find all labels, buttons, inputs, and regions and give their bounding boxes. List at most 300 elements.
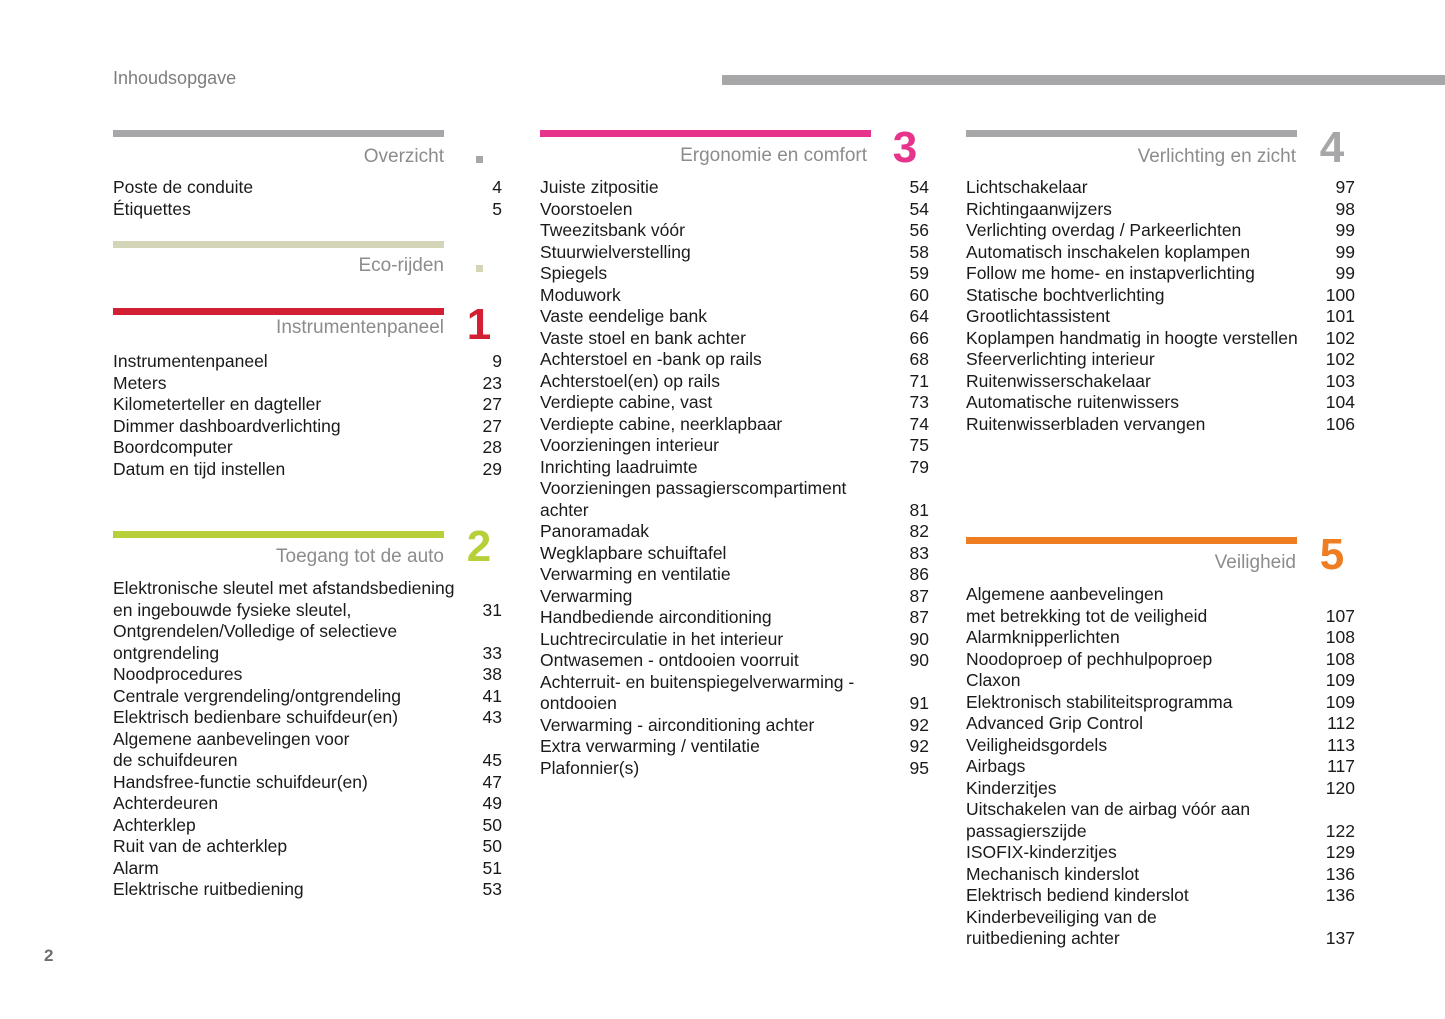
toc-entry[interactable]	[540, 650, 929, 672]
toc-entry-label	[540, 349, 929, 371]
toc-entry-label-line: Poste de conduite	[113, 177, 254, 197]
toc-entry[interactable]	[113, 707, 502, 729]
toc-entry[interactable]	[540, 629, 929, 651]
toc-entry-label-line: Automatisch inschakelen koplampen	[966, 241, 1251, 262]
toc-entry[interactable]	[540, 457, 929, 479]
toc-entry[interactable]	[540, 263, 929, 285]
toc-entry[interactable]	[540, 199, 929, 221]
toc-entry-label	[540, 435, 929, 457]
toc-entry-label	[540, 306, 929, 328]
toc-entry-label-line: Achterstoel(en) op rails	[540, 370, 720, 391]
toc-entry-label-line: Verwarming en ventilatie	[540, 564, 731, 584]
toc-entry-label-line: ISOFIX-kinderzitjes	[966, 842, 1117, 862]
toc-entry[interactable]	[966, 177, 1355, 199]
toc-entry-label	[113, 351, 502, 373]
toc-entry-page: 104	[1325, 392, 1355, 412]
toc-entry-page: 75	[909, 435, 929, 455]
toc-entry-label-line: Inrichting laadruimte	[540, 456, 698, 477]
toc-entry-page: 50	[482, 836, 502, 856]
toc-entry-label-line: Alarmknipperlichten	[966, 627, 1120, 647]
toc-entry-label	[540, 478, 929, 521]
toc-entry-label	[540, 285, 929, 307]
toc-entry-label	[540, 607, 929, 629]
toc-entry-label-line: Grootlichtassistent	[966, 306, 1110, 326]
toc-entry-page: 49	[482, 793, 502, 813]
toc-entry-page: 29	[482, 458, 502, 479]
toc-entry-label	[966, 864, 1355, 886]
toc-entry-label-line: Verdiepte cabine, neerklapbaar	[540, 413, 783, 434]
toc-entry-page: 4	[492, 177, 502, 197]
toc-entry-page: 108	[1325, 627, 1355, 647]
toc-entry[interactable]	[966, 799, 1355, 842]
toc-entry-label-line: Stuurwielverstelling	[540, 241, 691, 262]
toc-entry-label	[540, 736, 929, 758]
toc-entry[interactable]	[540, 220, 929, 242]
toc-entry-page: 86	[909, 564, 929, 584]
toc-entry-label-line: Algemene aanbevelingen	[966, 584, 1164, 604]
toc-entry-label	[113, 459, 502, 481]
toc-entry-label-line: Luchtrecirculatie in het interieur	[540, 628, 784, 649]
toc-entry-page: 137	[1325, 928, 1355, 948]
toc-entry-label	[966, 799, 1355, 842]
toc-entry-label-line: met betrekking tot de veiligheid	[966, 605, 1208, 626]
toc-entry-label-line: Veiligheidsgordels	[966, 734, 1108, 755]
toc-entry-label	[540, 371, 929, 393]
toc-entry-label	[540, 521, 929, 543]
toc-entry[interactable]	[966, 414, 1355, 436]
eco-bar	[113, 241, 444, 248]
toc-entry[interactable]	[966, 885, 1355, 907]
toc-entry-page: 101	[1325, 306, 1355, 326]
toc-entry[interactable]	[540, 306, 929, 328]
toc-entry-label	[113, 686, 502, 708]
toc-entry-label	[540, 220, 929, 242]
toc-entry[interactable]	[966, 649, 1355, 671]
toc-entry-label	[113, 815, 502, 837]
section-1-list	[113, 351, 502, 480]
toc-entry-label	[966, 349, 1355, 371]
toc-entry-label	[966, 328, 1355, 350]
toc-entry-label-line: passagierszijde	[966, 820, 1087, 841]
toc-entry-label	[966, 414, 1355, 436]
toc-entry-label-line: Verwarming	[540, 585, 633, 606]
toc-entry[interactable]	[966, 220, 1355, 242]
toc-entry-page: 95	[909, 757, 929, 778]
toc-entry-page: 60	[909, 284, 929, 305]
toc-entry-label	[966, 885, 1355, 907]
toc-entry[interactable]	[540, 414, 929, 436]
toc-entry-page: 50	[482, 814, 502, 835]
overzicht-title: Overzicht	[363, 146, 444, 167]
section-4-list	[966, 177, 1355, 435]
toc-entry[interactable]	[966, 328, 1355, 350]
toc-entry-label-line: Meters	[113, 372, 167, 393]
toc-entry[interactable]	[540, 736, 929, 758]
toc-entry-label-line: Ontwasemen - ontdooien voorruit	[540, 650, 799, 670]
toc-entry[interactable]	[540, 328, 929, 350]
toc-entry-label-line: Algemene aanbevelingen voor	[113, 728, 350, 749]
toc-entry-page: 136	[1325, 885, 1355, 905]
toc-entry-label-line: Instrumentenpaneel	[113, 351, 268, 371]
toc-entry[interactable]	[113, 394, 502, 416]
section-4-number: 4	[1319, 123, 1345, 172]
toc-entry[interactable]	[113, 437, 502, 459]
toc-entry-page: 107	[1325, 605, 1355, 626]
toc-entry-page: 87	[909, 585, 929, 606]
toc-entry[interactable]	[966, 692, 1355, 714]
toc-entry[interactable]	[113, 836, 502, 858]
toc-entry[interactable]	[540, 564, 929, 586]
toc-entry[interactable]	[113, 879, 502, 901]
toc-entry-label	[540, 672, 929, 715]
toc-entry-label-line: Airbags	[966, 756, 1026, 776]
toc-entry-label-line: Vaste stoel en bank achter	[540, 327, 746, 348]
toc-entry-label	[966, 199, 1355, 221]
toc-entry-page: 9	[492, 351, 502, 371]
toc-entry-page: 27	[482, 415, 502, 436]
toc-entry-label-line: Juiste zitpositie	[540, 177, 659, 197]
section-2-title: Toegang tot de auto	[276, 546, 444, 567]
toc-entry-label-line: Sfeerverlichting interieur	[966, 349, 1155, 369]
toc-entry-label-line: ontgrendeling	[113, 642, 220, 663]
toc-entry-page: 99	[1335, 220, 1355, 240]
toc-entry-label-line: Achterstoel en -bank op rails	[540, 349, 762, 369]
toc-entry-label-line: Noodprocedures	[113, 664, 243, 684]
toc-entry-page: 53	[482, 879, 502, 899]
toc-entry-label	[113, 199, 502, 221]
toc-entry-label-line: Verlichting overdag / Parkeerlichten	[966, 220, 1242, 240]
toc-entry-label	[540, 392, 929, 414]
toc-entry[interactable]	[966, 735, 1355, 757]
toc-entry-label	[113, 772, 502, 794]
toc-entry-label	[113, 177, 502, 199]
toc-entry[interactable]	[966, 349, 1355, 371]
overzicht-marker	[476, 156, 483, 163]
toc-entry-label-line: Verdiepte cabine, vast	[540, 392, 713, 412]
toc-entry-label	[966, 177, 1355, 199]
toc-entry[interactable]	[966, 627, 1355, 649]
toc-entry[interactable]	[966, 285, 1355, 307]
toc-entry-page: 58	[909, 241, 929, 262]
toc-entry[interactable]	[966, 907, 1355, 950]
toc-entry-label-line: Ruitenwisserbladen vervangen	[966, 413, 1206, 434]
toc-entry-label-line: Extra verwarming / ventilatie	[540, 736, 760, 756]
toc-entry-label	[113, 664, 502, 686]
toc-entry[interactable]	[540, 435, 929, 457]
toc-entry-label	[966, 778, 1355, 800]
toc-entry-label-line: Achterdeuren	[113, 793, 219, 813]
toc-entry-page: 92	[909, 736, 929, 756]
toc-entry-page: 90	[909, 650, 929, 670]
toc-entry-label-line: Elektrisch bediend kinderslot	[966, 885, 1189, 905]
toc-entry-label-line: Wegklapbare schuiftafel	[540, 542, 727, 563]
toc-entry-page: 56	[909, 220, 929, 240]
toc-entry-page: 90	[909, 628, 929, 649]
toc-entry[interactable]	[113, 772, 502, 794]
toc-entry[interactable]	[966, 199, 1355, 221]
toc-entry-label-line: Centrale vergrendeling/ontgrendeling	[113, 685, 401, 706]
toc-entry[interactable]	[113, 373, 502, 395]
toc-entry-page: 112	[1327, 713, 1355, 733]
toc-entry-label-line: Claxon	[966, 670, 1021, 690]
toc-entry-page: 41	[482, 685, 502, 706]
toc-entry[interactable]	[113, 686, 502, 708]
toc-entry-label-line: Verwarming - airconditioning achter	[540, 714, 815, 735]
toc-entry-page: 108	[1325, 648, 1355, 669]
toc-entry[interactable]	[113, 664, 502, 686]
toc-entry-label	[540, 263, 929, 285]
toc-entry[interactable]	[540, 371, 929, 393]
toc-entry-label-line: Advanced Grip Control	[966, 713, 1144, 733]
toc-entry[interactable]	[966, 371, 1355, 393]
toc-entry[interactable]	[540, 521, 929, 543]
toc-entry-label	[966, 735, 1355, 757]
toc-entry[interactable]	[966, 263, 1355, 285]
toc-entry-page: 54	[909, 177, 929, 197]
toc-entry-label	[966, 220, 1355, 242]
toc-entry[interactable]	[966, 242, 1355, 264]
toc-entry-page: 99	[1335, 241, 1355, 262]
section-5-title: Veiligheid	[1214, 552, 1296, 573]
toc-entry-page: 59	[909, 263, 929, 283]
toc-entry[interactable]	[113, 416, 502, 438]
toc-entry-label-line: Boordcomputer	[113, 437, 233, 457]
section-4-title: Verlichting en zicht	[1137, 146, 1296, 167]
toc-entry-label	[966, 842, 1355, 864]
toc-entry-label	[966, 371, 1355, 393]
toc-entry-page: 136	[1325, 863, 1355, 884]
section-5-number: 5	[1319, 530, 1345, 579]
toc-entry-label	[113, 858, 502, 880]
toc-entry-label-line: Elektronische sleutel met afstandsbediening	[113, 578, 455, 598]
section-5-bar	[966, 537, 1297, 544]
toc-entry-page: 120	[1325, 777, 1355, 798]
toc-entry-label-line: Lichtschakelaar	[966, 177, 1088, 197]
toc-entry-label-line: Statische bochtverlichting	[966, 284, 1165, 305]
toc-entry-label	[966, 584, 1355, 627]
toc-entry-page: 66	[909, 327, 929, 348]
toc-entry-page: 71	[909, 370, 929, 391]
toc-entry[interactable]	[113, 177, 502, 199]
eco-title: Eco-rijden	[358, 255, 444, 276]
toc-entry-page: 23	[482, 372, 502, 393]
toc-entry-page: 54	[909, 198, 929, 219]
toc-entry-label-line: Noodoproep of pechhulpoproep	[966, 648, 1213, 669]
header-bar	[722, 75, 1445, 85]
toc-entry-label	[113, 879, 502, 901]
toc-entry-label-line: Achterruit- en buitenspiegelverwarming -	[540, 671, 855, 692]
toc-entry[interactable]	[540, 543, 929, 565]
toc-entry-label	[113, 394, 502, 416]
section-1-title: Instrumentenpaneel	[276, 317, 444, 338]
toc-entry-label-line: Alarm	[113, 857, 159, 878]
toc-entry-page: 106	[1325, 413, 1355, 434]
toc-entry-label	[113, 793, 502, 815]
toc-entry-label-line: Ontgrendelen/Volledige of selectieve	[113, 621, 398, 641]
toc-entry-page: 5	[492, 198, 502, 219]
toc-entry-page: 45	[482, 750, 502, 770]
toc-entry[interactable]	[113, 199, 502, 221]
toc-entry-label-line: Ruitenwisserschakelaar	[966, 370, 1151, 391]
toc-entry-label-line: Kinderbeveiliging van de	[966, 906, 1157, 927]
toc-entry-label	[113, 836, 502, 858]
toc-entry-label	[966, 242, 1355, 264]
toc-entry[interactable]	[966, 670, 1355, 692]
toc-entry-page: 33	[482, 642, 502, 663]
toc-entry-page: 43	[482, 707, 502, 727]
toc-entry-label	[113, 729, 502, 772]
toc-entry-page: 98	[1335, 198, 1355, 219]
toc-entry-page: 28	[482, 437, 502, 457]
toc-entry[interactable]	[113, 459, 502, 481]
toc-entry-page: 129	[1325, 842, 1355, 862]
toc-entry-label	[540, 543, 929, 565]
toc-entry-label-line: Elektrische ruitbediening	[113, 879, 304, 899]
toc-entry[interactable]	[540, 177, 929, 199]
toc-entry-page: 38	[482, 664, 502, 684]
toc-entry-label	[540, 629, 929, 651]
toc-entry[interactable]	[540, 715, 929, 737]
overzicht-list	[113, 177, 502, 220]
toc-entry[interactable]	[113, 793, 502, 815]
toc-entry-label-line: de schuifdeuren	[113, 750, 238, 770]
toc-entry-page: 51	[482, 857, 502, 878]
section-3-title: Ergonomie en comfort	[680, 145, 867, 166]
toc-entry-page: 102	[1325, 327, 1355, 348]
toc-entry-label	[540, 177, 929, 199]
toc-entry[interactable]	[113, 858, 502, 880]
toc-entry-label	[113, 621, 502, 664]
toc-entry[interactable]	[966, 756, 1355, 778]
page-number: 2	[44, 946, 54, 965]
section-1-bar	[113, 308, 444, 315]
toc-entry-label-line: Datum en tijd instellen	[113, 458, 286, 479]
toc-entry-page: 113	[1327, 734, 1355, 755]
section-3-bar	[540, 130, 871, 137]
toc-entry-label	[540, 242, 929, 264]
toc-entry-label	[966, 649, 1355, 671]
toc-entry-page: 87	[909, 607, 929, 627]
overzicht-bar	[113, 130, 444, 137]
toc-entry[interactable]	[966, 778, 1355, 800]
toc-entry[interactable]	[966, 392, 1355, 414]
toc-entry-label-line: Spiegels	[540, 263, 608, 283]
section-4-bar	[966, 130, 1297, 137]
toc-entry[interactable]	[540, 285, 929, 307]
section-5-list	[966, 584, 1355, 950]
toc-entry-label-line: ontdooien	[540, 693, 617, 713]
toc-entry-label	[540, 414, 929, 436]
toc-entry[interactable]	[540, 392, 929, 414]
section-3-number: 3	[892, 123, 918, 172]
toc-entry-label-line: Plafonnier(s)	[540, 757, 640, 778]
toc-entry-page: 102	[1325, 349, 1355, 369]
toc-entry-label	[540, 650, 929, 672]
toc-entry[interactable]	[113, 578, 502, 621]
toc-entry-page: 64	[909, 306, 929, 326]
toc-entry-page: 68	[909, 349, 929, 369]
toc-entry-label	[966, 392, 1355, 414]
toc-entry-label-line: Richtingaanwijzers	[966, 198, 1112, 219]
toc-entry-label-line: Automatische ruitenwissers	[966, 392, 1179, 412]
toc-entry[interactable]	[966, 864, 1355, 886]
toc-entry[interactable]	[540, 607, 929, 629]
toc-entry[interactable]	[540, 758, 929, 780]
page-title: Inhoudsopgave	[113, 68, 237, 88]
toc-entry-label	[113, 437, 502, 459]
toc-entry-label-line: Tweezitsbank vóór	[540, 220, 685, 240]
toc-entry[interactable]	[113, 729, 502, 772]
section-1-number: 1	[466, 300, 492, 349]
toc-entry[interactable]	[540, 586, 929, 608]
eco-marker	[476, 265, 483, 272]
toc-entry-label	[966, 285, 1355, 307]
toc-entry-label-line: ruitbediening achter	[966, 928, 1120, 948]
toc-entry-page: 99	[1335, 263, 1355, 283]
toc-entry-page: 97	[1335, 177, 1355, 197]
toc-entry-label	[540, 715, 929, 737]
toc-entry-label-line: Moduwork	[540, 284, 621, 305]
toc-entry-label	[966, 907, 1355, 950]
toc-entry-page: 122	[1325, 820, 1355, 841]
toc-entry-page: 82	[909, 521, 929, 541]
toc-entry-label-line: Handbediende airconditioning	[540, 607, 772, 627]
toc-entry[interactable]	[113, 351, 502, 373]
toc-entry-label	[113, 373, 502, 395]
toc-entry-label-line: Mechanisch kinderslot	[966, 863, 1140, 884]
toc-entry-page: 74	[909, 413, 929, 434]
toc-entry-label	[966, 713, 1355, 735]
toc-entry-label-line: Kilometerteller en dagteller	[113, 394, 322, 414]
toc-entry[interactable]	[966, 842, 1355, 864]
toc-entry-page: 47	[482, 771, 502, 792]
toc-entry-page: 92	[909, 714, 929, 735]
toc-entry[interactable]	[540, 349, 929, 371]
toc-entry[interactable]	[113, 621, 502, 664]
toc-entry-page: 103	[1325, 370, 1355, 391]
toc-entry-label-line: Handsfree-functie schuifdeur(en)	[113, 771, 368, 792]
toc-entry-page: 73	[909, 392, 929, 412]
toc-entry-page: 81	[909, 499, 929, 520]
toc-entry-page: 27	[482, 394, 502, 414]
toc-entry[interactable]	[540, 478, 929, 521]
toc-entry[interactable]	[966, 584, 1355, 627]
toc-entry-label	[540, 457, 929, 479]
toc-entry-label-line: Vaste eendelige bank	[540, 306, 708, 326]
toc-entry[interactable]	[966, 306, 1355, 328]
toc-entry-label-line: Voorzieningen interieur	[540, 435, 720, 455]
toc-entry[interactable]	[540, 242, 929, 264]
toc-entry-label	[540, 328, 929, 350]
toc-entry[interactable]	[966, 713, 1355, 735]
toc-entry-label-line: Elektronisch stabiliteitsprogramma	[966, 691, 1233, 712]
toc-entry-label	[540, 199, 929, 221]
toc-entry-label	[540, 586, 929, 608]
toc-entry[interactable]	[113, 815, 502, 837]
toc-entry-label-line: Ruit van de achterklep	[113, 836, 288, 856]
section-2-number: 2	[466, 522, 492, 571]
toc-entry-label-line: Uitschakelen van de airbag vóór aan	[966, 799, 1251, 819]
toc-entry-label-line: Koplampen handmatig in hoogte verstellen	[966, 327, 1298, 348]
toc-entry-label-line: Follow me home- en instapverlichting	[966, 263, 1255, 283]
section-2-bar	[113, 531, 444, 538]
toc-entry[interactable]	[540, 672, 929, 715]
toc-entry-label	[113, 578, 502, 621]
toc-entry-label-line: achter	[540, 499, 589, 520]
toc-entry-page: 100	[1325, 284, 1355, 305]
toc-entry-page: 31	[482, 599, 502, 620]
toc-entry-label-line: Voorstoelen	[540, 198, 633, 219]
